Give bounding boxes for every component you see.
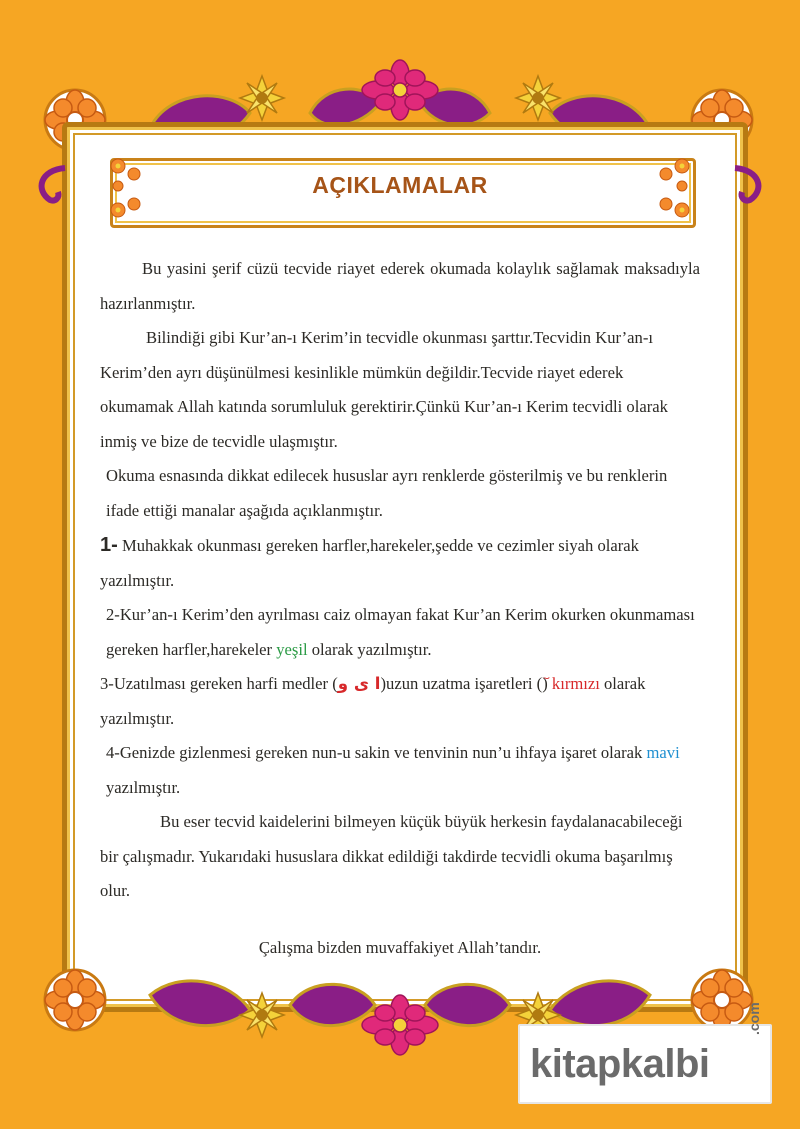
left-tendril-icon [30, 160, 70, 210]
list-item-2: 2-Kur’an-ı Kerim’den ayrılması caiz olmayan fakat Kur’an Kerim okurken okunmaması gereken harfler,harekeler yeşil olarak yazılmıştır. [106, 605, 695, 659]
list-item-1: 1- Muhakkak okunması gereken harfler,harekeler,şedde ve cezimler siyah olarak yazılmıştır. [100, 534, 639, 590]
watermark-suffix: .com [746, 1002, 762, 1035]
arabic-letters: ا ى و [337, 674, 381, 693]
green-label: yeşil [276, 639, 308, 659]
blue-label: mavi [646, 743, 680, 762]
page-title: AÇIKLAMALAR [312, 172, 488, 198]
item-number: 1- [100, 534, 118, 556]
paragraph-colors: Okuma esnasında dikkat edilecek hususlar ayrı renklerde gösterilmiş ve bu renklerin ifade ettiği manalar aşağıda açıklanmıştır. [106, 466, 668, 520]
document-body [100, 252, 700, 965]
paragraph-tecvid: Bilindiği gibi Kur’an-ı Kerim’in tecvidle okunması şarttır.Tecvidin Kur’an-ı Kerim’den ayrı düşünülmesi kesinlikle mümkün değildir.Tecvide riayet ederek okumamak Allah katında sorumluluk gerektirir.Çünkü Kur’an-ı Kerim tecvidli olarak inmiş ve bize de tecvidle ulaşmıştır. [100, 328, 668, 451]
paragraph-intro: Bu yasini şerif cüzü tecvide riayet ederek okumada kolaylık sağlamak maksadıyla hazırlanmıştır. [100, 259, 700, 313]
red-label: kırmızı [551, 674, 600, 693]
list-item-4: 4-Genizde gizlenmesi gereken nun-u sakin ve tenvinin nun’u ihfaya işaret olarak mavi yazılmıştır. [106, 743, 680, 797]
flower-icon [692, 970, 752, 1030]
closing-line: Çalışma bizden muvaffakiyet Allah’tandır. [258, 937, 542, 957]
right-tendril-icon [730, 160, 770, 210]
list-item-3: 3-Uzatılması gereken harfi medler (ا ى و)uzun uzatma işaretleri () kırmızı olarak yazılmıştır. [100, 674, 646, 728]
flower-icon [45, 970, 105, 1030]
watermark-logo: kitapkalbi [530, 1042, 710, 1086]
paragraph-conclusion: Bu eser tecvid kaidelerini bilmeyen küçük büyük herkesin faydalanacabileceği bir çalışmadır. Yukarıdaki hususlara dikkat edildiği takdirde tecvidli okuma başarılmış olur. [100, 812, 683, 900]
